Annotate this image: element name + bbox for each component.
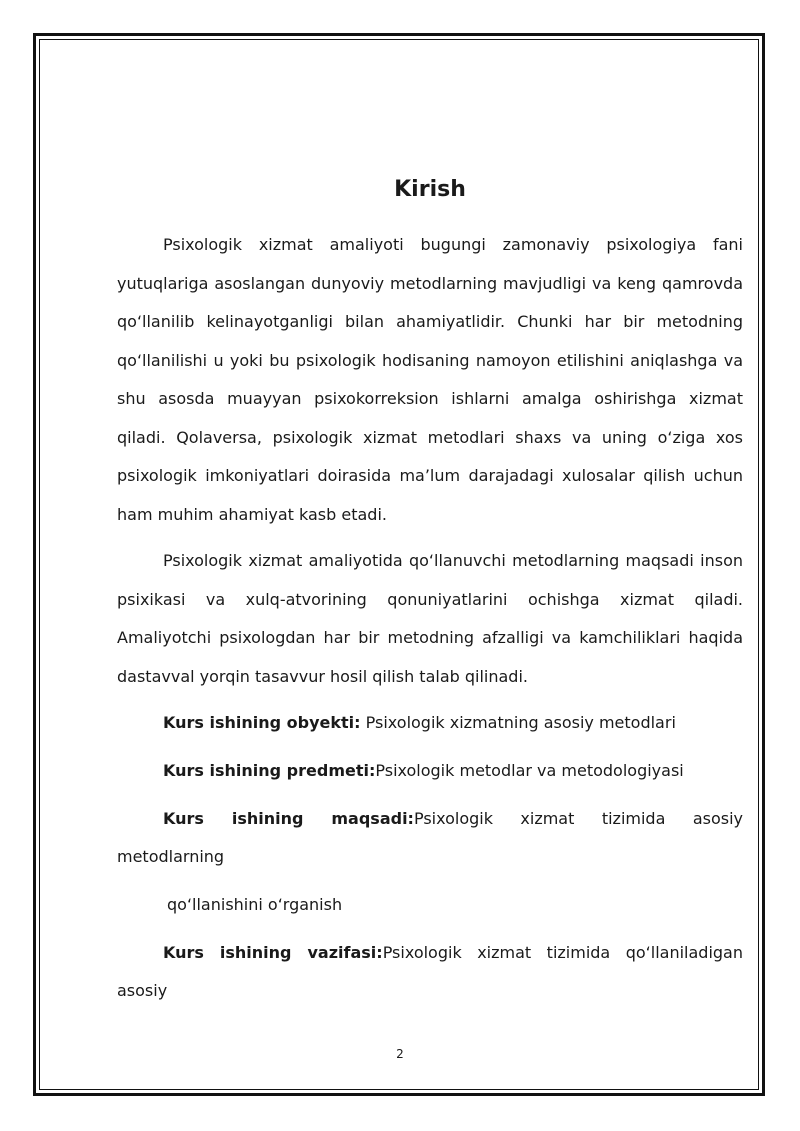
course-task-text: Psixologik xizmat tizimida qo‘llaniladigan [382, 943, 743, 962]
course-goal-line-3: qo‘llanishini o‘rganish [167, 895, 343, 914]
section-title: Kirish [394, 177, 466, 202]
intro-paragraph-2: Psixologik xizmat amaliyotida qo‘llanuvchi metodlarning maqsadi inson psixikasi va xulq-atvorining qonuniyatlarini ochishga xizmat qiladi. Amaliyotchi psixologdan har bir metodning afzalligi va kamchiliklari haqida dastavval yorqin tasavvur hosil qilish talab qilinadi. [117, 551, 743, 686]
course-subject-label: Kurs ishining predmeti: [163, 761, 376, 780]
course-goal [117, 800, 743, 838]
course-object [117, 704, 743, 742]
course-goal-continuation: metodlarning [117, 847, 225, 866]
course-object-text: Psixologik xizmatning asosiy metodlari [360, 713, 676, 732]
course-subject-text: Psixologik metodlar va metodologiyasi [375, 761, 684, 780]
course-object-label: Kurs ishining obyekti: [163, 713, 361, 732]
intro-paragraph-1: Psixologik xizmat amaliyoti bugungi zamonaviy psixologiya fani yutuqlariga asoslangan dunyoviy metodlarning mavjudligi va keng qamrovda qo‘llanilib kelinayotganligi bilan ahamiyatlidir. Chunki har bir metodning qo‘llanilishi u yoki bu psixologik hodisaning namoyon etilishini aniqlashga va shu asosda muayyan psixokorreksion ishlarni amalga oshirishga xizmat qiladi. Qolaversa, psixologik xizmat metodlari shaxs va uning o‘ziga xos psixologik imkoniyatlari doirasida ma’lum darajadagi xulosalar qilish uchun ham muhim ahamiyat kasb etadi. [117, 235, 743, 524]
document-body [117, 168, 743, 1020]
course-task-continuation: asosiy [117, 981, 168, 1000]
course-task-label: Kurs ishining vazifasi: [163, 943, 383, 962]
page-number: 2 [396, 1047, 404, 1061]
course-goal-label: Kurs ishining maqsadi: [163, 809, 414, 828]
course-subject [117, 752, 743, 790]
course-task [117, 934, 743, 972]
course-goal-text: Psixologik xizmat tizimida asosiy [413, 809, 743, 828]
